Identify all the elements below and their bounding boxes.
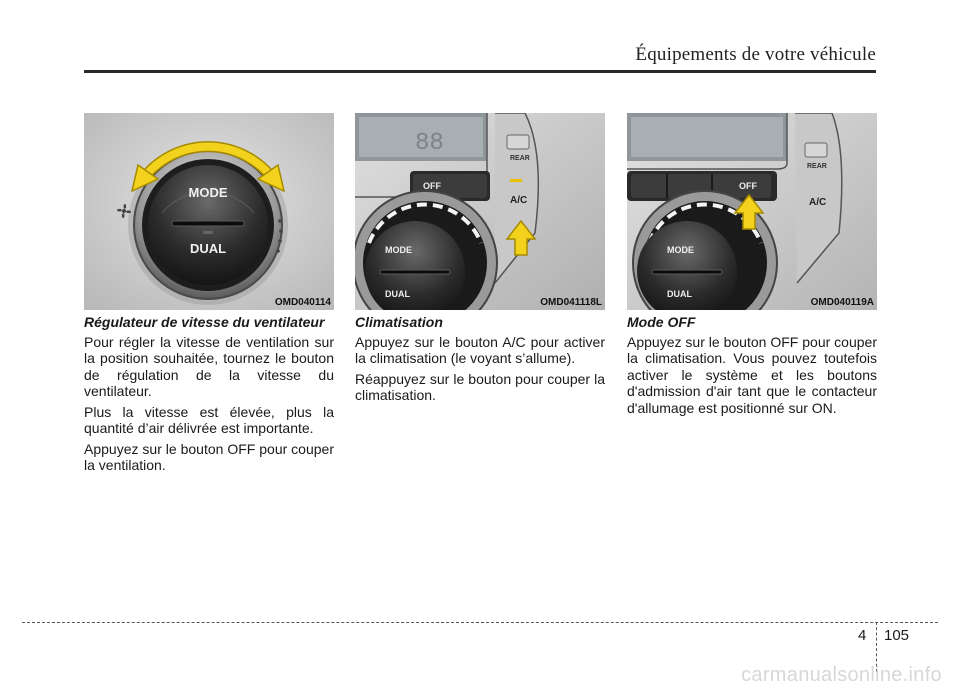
ac-button-label: A/C bbox=[809, 197, 827, 208]
knob-dual-label: DUAL bbox=[385, 289, 410, 299]
section-off-mode bbox=[627, 314, 877, 420]
off-panel-illustration bbox=[627, 113, 877, 310]
off-button-label: OFF bbox=[423, 181, 441, 191]
section-fan-speed bbox=[84, 314, 334, 478]
figure-off-button bbox=[627, 113, 877, 310]
section-title: Régulateur de vitesse du ventilateur bbox=[84, 314, 325, 330]
knob-dual-label: DUAL bbox=[189, 241, 227, 256]
footer-rule bbox=[22, 622, 938, 623]
off-button-label: OFF bbox=[739, 181, 757, 191]
display-digits: 88 bbox=[415, 130, 444, 157]
section-title: Mode OFF bbox=[627, 314, 696, 330]
figure-fan-knob bbox=[84, 113, 334, 310]
page-header-title: Équipements de votre véhicule bbox=[635, 44, 876, 65]
watermark: carmanualsonline.info bbox=[741, 664, 942, 686]
figure-ac-button bbox=[355, 113, 605, 310]
page-number: 105 bbox=[884, 627, 910, 644]
ac-indicator-light bbox=[510, 179, 522, 182]
rear-defrost-label: REAR bbox=[807, 163, 827, 170]
section-paragraph: Pour régler la vitesse de ventilation sur la position souhaitée, tournez le bouton de régulation de la vitesse du ventilateur. bbox=[84, 333, 334, 399]
knob-mode-label: MODE bbox=[667, 245, 694, 255]
section-paragraph: Plus la vitesse est élevée, plus la quantité d’air délivrée est importante. bbox=[84, 403, 334, 436]
knob-mode-label: MODE bbox=[385, 245, 412, 255]
knob-dual-label: DUAL bbox=[667, 289, 692, 299]
rear-defrost-label: REAR bbox=[510, 155, 530, 162]
fan-knob-illustration bbox=[84, 113, 334, 310]
figure-code: OMD041118L bbox=[540, 297, 602, 308]
section-paragraph: Réappuyez sur le bouton pour couper la climatisation. bbox=[355, 370, 605, 403]
section-title: Climatisation bbox=[355, 314, 443, 330]
ac-panel-illustration bbox=[355, 113, 605, 310]
section-paragraph: Appuyez sur le bouton OFF pour couper la climatisation. Vous pouvez toutefois activer le système et les boutons d'admission d'air tant que le contacteur d'allumage est positionné sur ON. bbox=[627, 333, 877, 416]
figure-code: OMD040114 bbox=[274, 297, 331, 308]
section-paragraph: Appuyez sur le bouton A/C pour activer la climatisation (le voyant s’allume). bbox=[355, 333, 605, 366]
figure-code: OMD040119A bbox=[810, 297, 874, 308]
knob-mode-label: MODE bbox=[188, 185, 228, 200]
header-rule bbox=[84, 70, 876, 73]
section-air-conditioning bbox=[355, 314, 605, 408]
section-paragraph: Appuyez sur le bouton OFF pour couper la ventilation. bbox=[84, 440, 334, 473]
chapter-number: 4 bbox=[858, 627, 867, 644]
ac-button-label: A/C bbox=[510, 195, 528, 206]
